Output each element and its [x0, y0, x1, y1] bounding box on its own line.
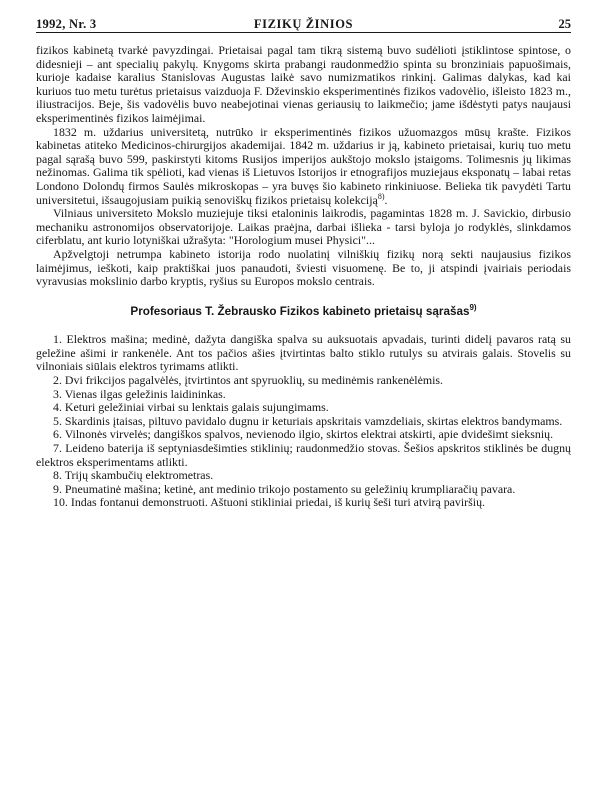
list-item [36, 401, 571, 415]
list-item [36, 442, 571, 469]
paragraph: fizikos kabinetą tvarkė pavyzdingai. Prietaisai pagal tam tikrą sistemą buvo sudėlioti įstiklintose spintose, o didesnieji – ant specialių pakylų. Knygoms skirta prabangi raudonmedžio spinta su bronziniais papuošimais, kurioje kadaise karalius Stanislovas Augustas laikė savo numizmatikos rinkinį. Galimas dalykas, kad kai kuriuos tuo metu turėtus prietaisus vaizduoja F. Dževinskio eksperimentinės fizikos vadovėlio, išleisto 1823 m., iliustracijos. Beje, šis vadovėlis buvo neabejotinai vienas geriausių to laikmečio; jame išdėstyti patys naujausi eksperimentinės fizikos laimėjimai. [36, 43, 571, 125]
list-item [36, 415, 571, 429]
item-text: Trijų skambučių elektrometras. [64, 468, 214, 483]
list-item [36, 374, 571, 388]
footnote-marker: 9) [469, 302, 477, 312]
paragraph: Vilniaus universiteto Mokslo muziejuje tiksi etaloninis laikrodis, pagamintas 1828 m. J. Savickio, dirbusio mechaniku astronomijos observatorijoje. Laikas praėjna, darbai išlieka - tarsi byloja jo rodyklės, slinkdamos ciferblatu, ant kurio lotyniškai užrašyta: "Horologium musei Physici"... [36, 206, 571, 248]
list-item [36, 428, 571, 442]
list-item [36, 388, 571, 402]
section-title-text: Profesoriaus T. Žebrausko Fizikos kabineto prietaisų sąrašas [130, 304, 470, 318]
item-number: 4. [53, 400, 62, 415]
item-number: 7. [53, 441, 62, 456]
item-text: Skardinis įtaisas, piltuvo pavidalo dugnu ir keturiais apskritais vamzdeliais, skirtas elektros bandymams. [64, 413, 563, 428]
item-text: Dvi frikcijos pagalvėlės, įtvirtintos ant spyruoklių, su medinėmis rankenėlėmis. [64, 373, 444, 388]
item-number: 10. [53, 495, 68, 510]
page-number: 25 [558, 17, 571, 31]
page-header [36, 12, 571, 38]
item-text: Indas fontanui demonstruoti. Aštuoni stikliniai priedai, iš kurių šeši turi atvirą paviršių. [70, 495, 485, 510]
header-rule [36, 32, 571, 33]
list-item [36, 469, 571, 483]
item-number: 6. [53, 427, 62, 442]
item-number: 9. [53, 481, 62, 496]
item-text: Pneumatinė mašina; ketinė, ant medinio trikojo postamento su geležinių krumpliaračių pavara. [64, 481, 516, 496]
item-text: Vienas ilgas geležinis laidininkas. [64, 386, 226, 401]
item-text: Vilnonės virvelės; dangiškos spalvos, nevienodo ilgio, skirtos elektrai atskirti, apie dvidešimt sieksnių. [64, 427, 554, 442]
paragraph-text: 1832 m. uždarius universitetą, nutrūko ir eksperimentinės fizikos užuomazgos mūsų krašte. Fizikos kabinetas atiteko Medicinos-chirurgijos akademijai. 1842 m. uždarius ir ją, kabineto prietaisai, kurių tuo metu pagal sąrašą buvo 599, paskirstyti kitoms Rusijos imperijos aukštojo mokslo įstaigoms. Tolimesnis jų likimas nežinomas. Galima tik spėlioti, kad vienas iš Lietuvos Istorijos ir etnografijos muziejaus eksponatų – labai retas Londono Dolondų firmos Saulės mikroskopas – yra buvęs šio kabineto rinkiniuose. Beliekа tik pavydėti Tartu universitetui, išsaugojusiam puikią senoviškų fizikos prietaisų kolekciją [36, 124, 571, 207]
item-number: 1. [53, 332, 62, 347]
section-title [36, 302, 571, 319]
list-item [36, 496, 571, 510]
item-number: 5. [53, 413, 62, 428]
item-number: 2. [53, 373, 62, 388]
item-number: 3. [53, 386, 62, 401]
list-item [36, 483, 571, 497]
item-number: 8. [53, 468, 62, 483]
paragraph: Apžvelgtoji netrumpa kabineto istorija rodo nuolatinį vilniškių fizikų norą sekti naujausius fizikos laimėjimus, ieškoti, kaip praktiškai juos panaudoti, šviesti visuomenę. Be to, ji atspindi įvairiais periodais vyravusias mokslinio darbo kryptis, ryšius su Europos mokslo centrais. [36, 246, 571, 289]
list-item [36, 333, 571, 374]
journal-title: FIZIKŲ ŽINIOS [253, 17, 354, 31]
issue-label: 1992, Nr. 3 [36, 17, 97, 31]
article-body [36, 44, 571, 510]
item-text: Elektros mašina; medinė, dažyta dangiška spalva su auksuotais apvadais, turinti didelį pavaros ratą su geležine ašimi ir rankenėle. Ant tos pačios ašies įtvirtintas balto stiklo rutulys su atvirais galais. Stovelis su vilnoniais siūlais elektros tyrimams atlikti. [36, 332, 571, 374]
item-text: Leideno baterija iš septyniasdešimties stiklinių; raudonmedžio stovas. Šešios apskritos stiklinės be dugnų elektros eksperimentams atlikti. [36, 441, 571, 469]
paragraph: 1832 m. uždarius universitetą, nutrūko ir eksperimentinės fizikos užuomazgos mūsų krašte. Fizikos kabinetas atiteko Medicinos-chirurgijos akademijai. 1842 m. uždarius ir ją, kabineto prietaisai, kurių tuo metu pagal sąrašą buvo 599, paskirstyti kitoms Rusijos imperijos aukštojo mokslo įstaigoms. Tolimesnis jų likimas nežinomas. Galima tik spėlioti, kad vienas iš Lietuvos Istorijos ir etnografijos muziejaus eksponatų – labai retas Londono Dolondų firmos Saulės mikroskopas – yra buvęs šio kabineto rinkiniuose. Beliekа tik pavydėti Tartu universitetui, išsaugojusiam puikią senoviškų fizikos prietaisų kolekciją$^{8)}$. [36, 124, 571, 207]
footnote-marker: 8) [377, 191, 385, 201]
item-text: Keturi geležiniai virbai su lenktais galais sujungimams. [64, 400, 329, 415]
instrument-list [36, 333, 571, 510]
